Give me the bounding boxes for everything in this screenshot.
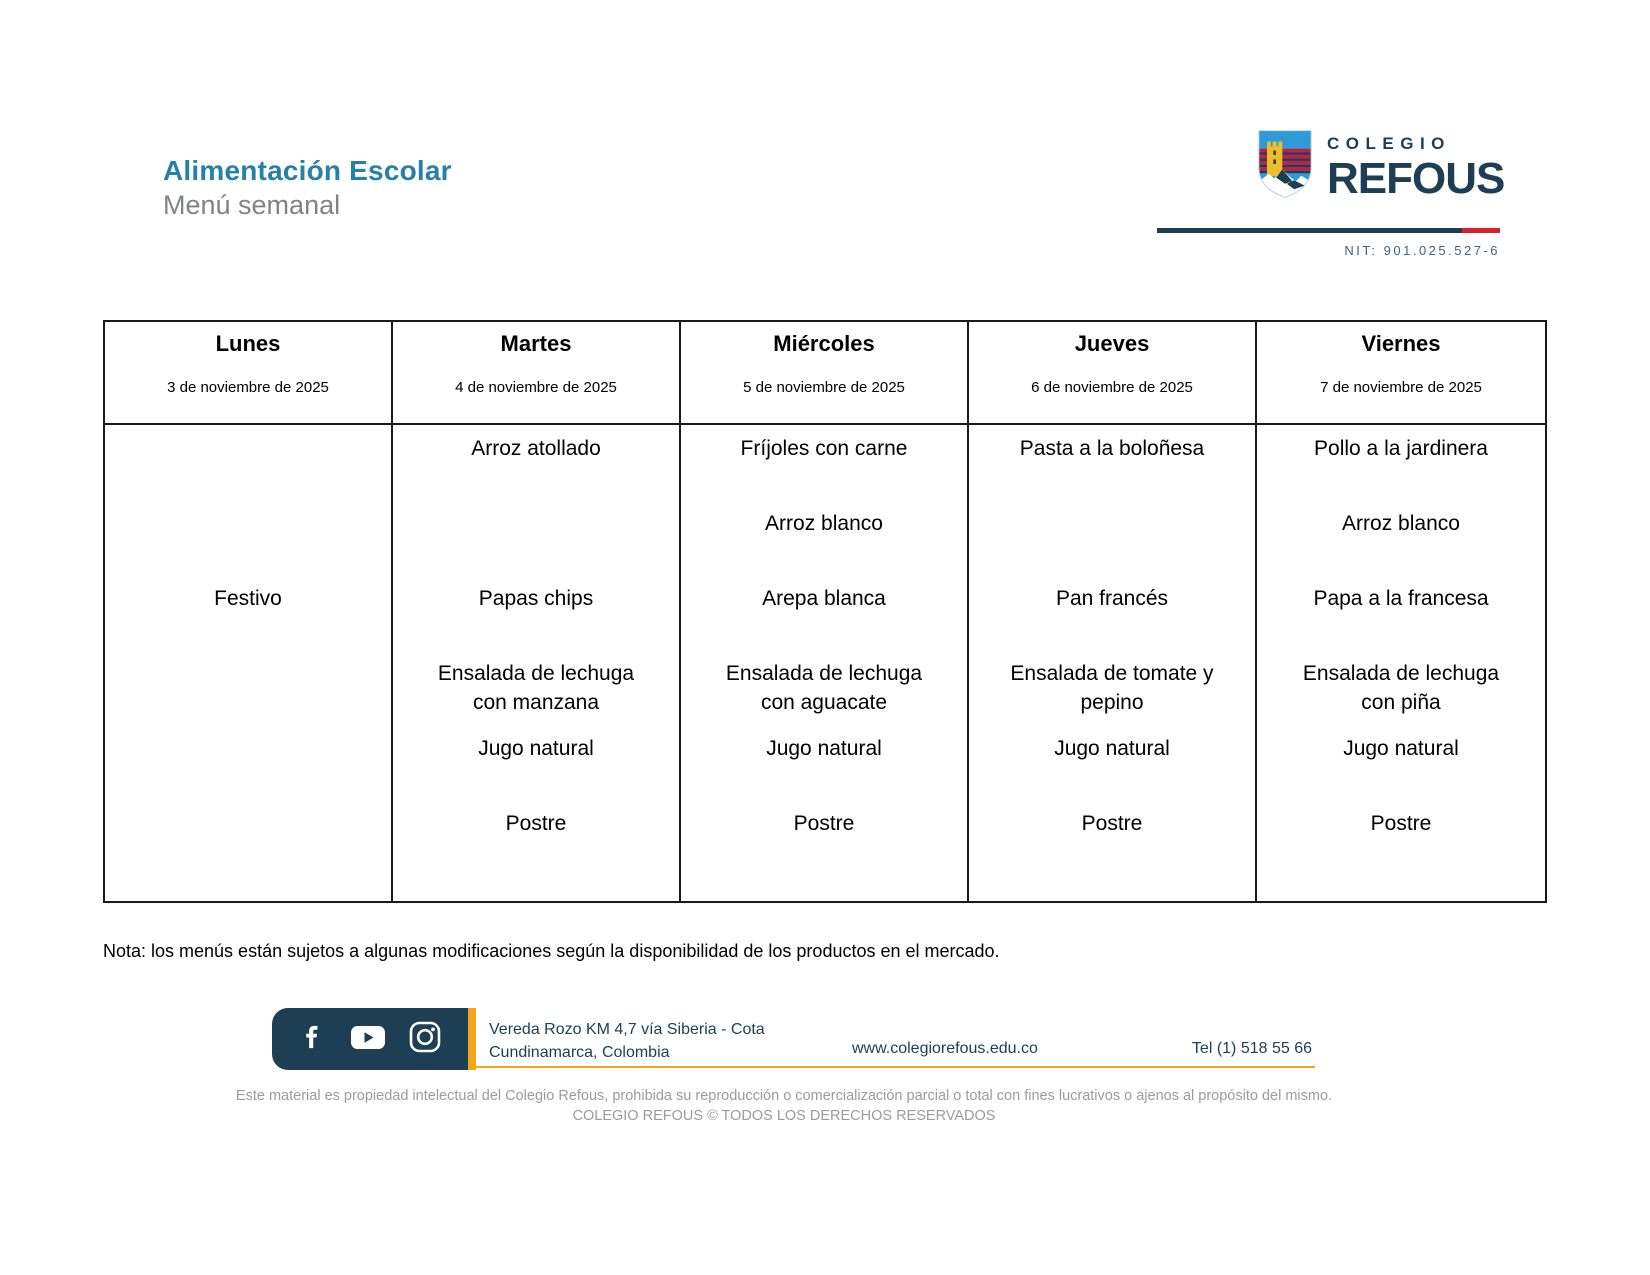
day-column-miercoles — [681, 322, 969, 901]
day-header — [1257, 322, 1545, 425]
legal-notice — [0, 1086, 1568, 1126]
address-line-2: Cundinamarca, Colombia — [489, 1044, 670, 1061]
menu-item: Jugo natural — [1054, 737, 1170, 760]
menu-item — [105, 800, 391, 875]
menu-item: Ensalada de lechuga con aguacate — [725, 662, 923, 714]
menu-item: Arepa blanca — [762, 587, 886, 610]
menu-item: Jugo natural — [766, 737, 882, 760]
nit-number: NIT: 901.025.527-6 — [1344, 243, 1500, 258]
instagram-icon — [409, 1021, 441, 1058]
menu-item: Jugo natural — [478, 737, 594, 760]
page-title: Alimentación Escolar — [163, 155, 452, 186]
day-name: Martes — [500, 331, 572, 356]
menu-item: Fríjoles con carne — [740, 437, 908, 460]
menu-item: Ensalada de lechuga con piña — [1302, 662, 1500, 714]
day-header — [105, 322, 391, 425]
social-icons-bar — [272, 1008, 468, 1070]
menu-item: Postre — [1081, 812, 1143, 835]
day-header — [969, 322, 1255, 425]
day-date: 4 de noviembre de 2025 — [455, 379, 617, 396]
day-date: 6 de noviembre de 2025 — [1031, 379, 1193, 396]
weekly-menu-table — [103, 320, 1547, 903]
day-column-lunes — [105, 322, 393, 901]
day-column-martes — [393, 322, 681, 901]
footer-accent-line — [476, 1066, 1315, 1068]
day-header — [393, 322, 679, 425]
menu-item — [105, 725, 391, 800]
legal-line-1: Este material es propiedad intelectual del Colegio Refous, prohibida su reproducción o comercialización parcial o total con fines lucrativos o ajenos al propósito del mismo. — [235, 1088, 1333, 1104]
menu-item — [393, 500, 679, 575]
menu-item — [969, 500, 1255, 575]
school-shield-icon — [1258, 129, 1312, 204]
school-wordmark — [1327, 134, 1504, 201]
school-website: www.colegiorefous.edu.co — [852, 1040, 1038, 1057]
menu-item: Pasta a la boloñesa — [1019, 437, 1205, 460]
menu-item: Festivo — [214, 587, 282, 610]
legal-line-2: COLEGIO REFOUS © TODOS LOS DERECHOS RESERVADOS — [572, 1108, 996, 1124]
wordmark-refous: REFOUS — [1327, 154, 1505, 203]
day-items — [393, 425, 679, 901]
menu-item — [105, 425, 391, 500]
menu-item: Postre — [1370, 812, 1432, 835]
day-date: 5 de noviembre de 2025 — [743, 379, 905, 396]
menu-item: Arroz blanco — [1342, 512, 1460, 535]
day-name: Miércoles — [773, 331, 875, 356]
address-line-1: Vereda Rozo KM 4,7 vía Siberia - Cota — [489, 1021, 765, 1038]
day-name: Lunes — [215, 331, 281, 356]
menu-item: Pollo a la jardinera — [1314, 437, 1488, 460]
day-name: Jueves — [1074, 331, 1150, 356]
school-phone: Tel (1) 518 55 66 — [1191, 1040, 1312, 1057]
day-items — [105, 425, 391, 901]
day-header — [681, 322, 967, 425]
facebook-icon — [299, 1020, 327, 1059]
menu-item: Ensalada de tomate y pepino — [1010, 662, 1214, 714]
day-column-viernes — [1257, 322, 1545, 901]
day-name: Viernes — [1361, 331, 1441, 356]
menu-item: Postre — [793, 812, 855, 835]
logo-divider-line — [1157, 228, 1462, 233]
menu-item — [105, 650, 391, 725]
day-date: 7 de noviembre de 2025 — [1320, 379, 1482, 396]
menu-item: Papa a la francesa — [1313, 587, 1489, 610]
day-items — [969, 425, 1255, 901]
menu-item: Pan francés — [1055, 587, 1169, 610]
school-address — [489, 1018, 765, 1064]
menu-item: Ensalada de lechuga con manzana — [437, 662, 635, 714]
menu-item: Postre — [505, 812, 567, 835]
menu-item — [105, 500, 391, 575]
youtube-icon — [351, 1022, 385, 1057]
page-subtitle: Menú semanal — [163, 189, 341, 220]
day-date: 3 de noviembre de 2025 — [167, 379, 329, 396]
wordmark-colegio: COLEGIO — [1327, 134, 1451, 153]
document-title-block — [163, 156, 452, 220]
logo-divider-red-segment — [1462, 228, 1500, 233]
day-items — [1257, 425, 1545, 901]
day-column-jueves — [969, 322, 1257, 901]
menu-item: Arroz atollado — [471, 437, 601, 460]
menu-item: Papas chips — [478, 587, 594, 610]
menu-item: Jugo natural — [1343, 737, 1459, 760]
footer-accent-bar — [468, 1008, 476, 1070]
menu-item: Arroz blanco — [765, 512, 883, 535]
menu-note: Nota: los menús están sujetos a algunas modificaciones según la disponibilidad de los productos en el mercado. — [103, 941, 1000, 961]
day-items — [681, 425, 967, 901]
